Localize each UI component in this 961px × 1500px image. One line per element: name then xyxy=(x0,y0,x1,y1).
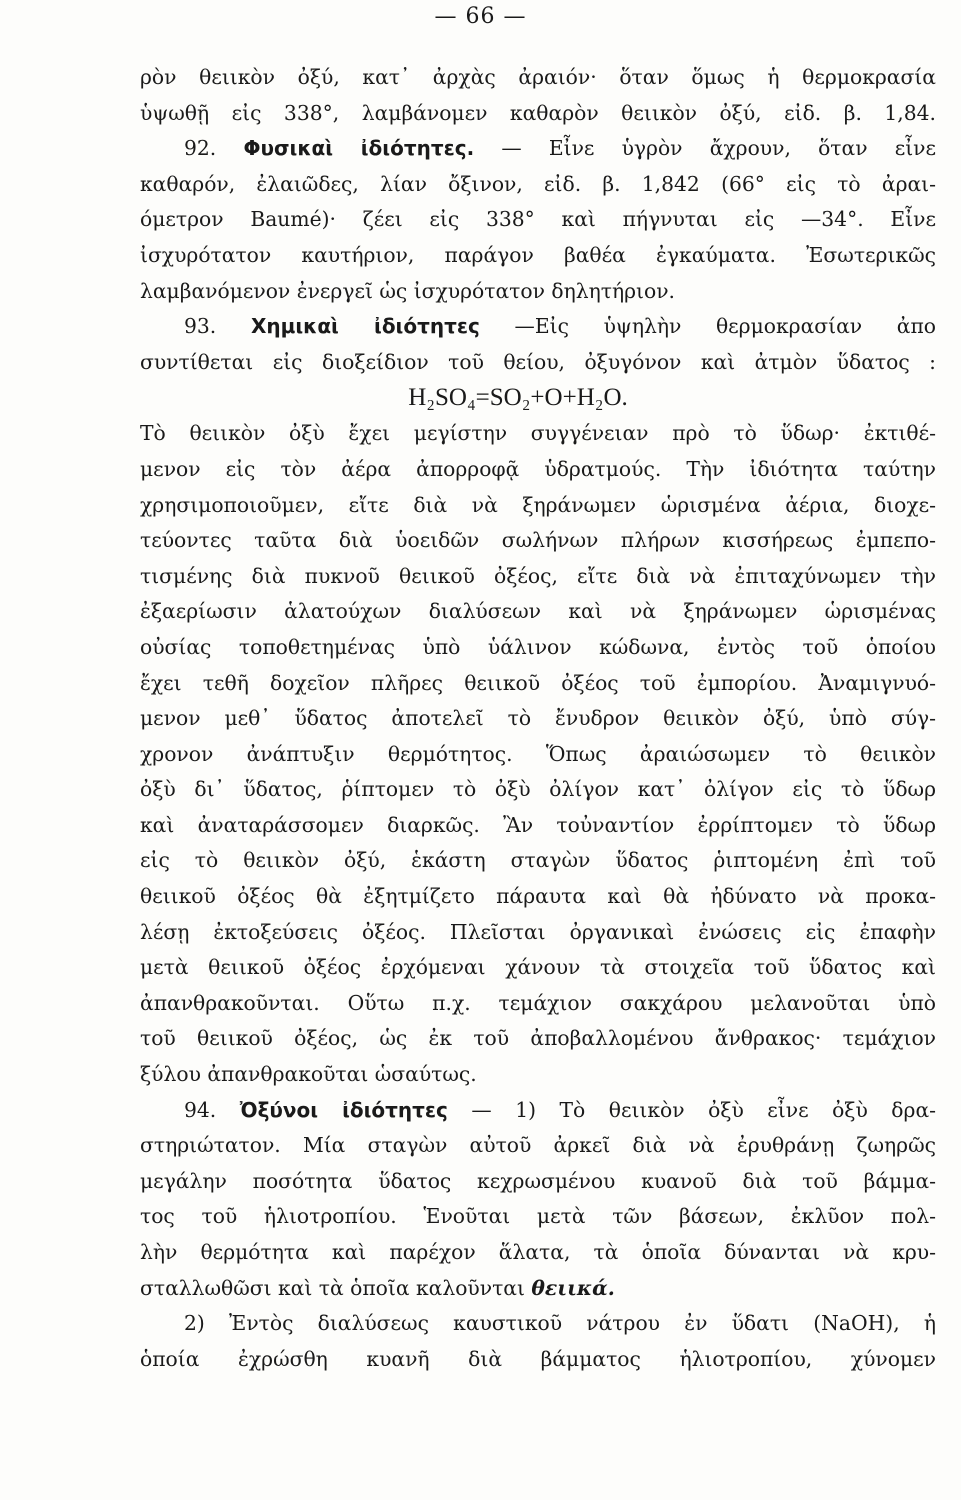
text-line xyxy=(140,1271,936,1307)
section-heading: Ὀξύνοι ἰδιότητες xyxy=(239,1097,448,1122)
text-run: —Εἰς ὑψηλὴν θερμοκρασίαν ἀπο xyxy=(514,314,936,339)
text-line: 2) Ἐντὸς διαλύσεως καυστικοῦ νάτρου ἐν ὕδατι (NaOH), ἡ xyxy=(184,1311,936,1336)
text-line: Τὸ θειικὸν ὀξὺ ἔχει μεγίστην συγγένειαν πρὸ τὸ ὕδωρ· ἐκτιθέ- xyxy=(140,421,936,446)
text-line: ὁποία ἐχρώσθη κυανῆ διὰ βάμματος ἡλιοτροπίου, χύνομεν xyxy=(140,1346,936,1371)
emphasized-term: θειικά. xyxy=(531,1275,615,1300)
text-line: μετὰ θειικοῦ ὀξέος ἐρχόμεναι χάνουν τὰ στοιχεῖα τοῦ ὕδατος καὶ xyxy=(140,955,936,980)
text-run: σταλλωθῶσι καὶ τὰ ὁποῖα καλοῦνται xyxy=(140,1275,525,1300)
text-line: χρησιμοποιοῦμεν, εἴτε διὰ νὰ ξηράνωμεν ὡρισμένα ἀέρια, διοχε- xyxy=(140,492,936,517)
text-line: λέσῃ ἐκτοξεύσεις ὀξέος. Πλεῖσται ὀργανικαὶ ἐνώσεις εἰς ἐπαφὴν xyxy=(140,919,936,944)
text-line: ξύλου ἀπανθρακοῦται ὡσαύτως. xyxy=(140,1062,477,1087)
page-number: — 66 — xyxy=(434,4,527,29)
text-line: λαμβανόμενον ἐνεργεῖ ὡς ἰσχυρότατον δηλητήριον. xyxy=(140,278,675,303)
section-number: 94. xyxy=(184,1097,217,1122)
text-line: ὑψωθῇ εἰς 338°, λαμβάνομεν καθαρὸν θειικὸν ὀξύ, εἰδ. β. 1,84. xyxy=(140,100,936,125)
text-run: — 1) Τὸ θειικὸν ὀξὺ εἶνε ὀξὺ δρα- xyxy=(471,1097,936,1122)
text-line: θειικοῦ ὀξέος θὰ ἐξητμίζετο πάραυτα καὶ θὰ ἠδύνατο νὰ προκα- xyxy=(140,884,936,909)
text-line: ἰσχυρότατον καυτήριον, παράγον βαθέα ἐγκαύματα. Ἐσωτερικῶς xyxy=(140,242,936,267)
section-92-first-line xyxy=(140,131,936,167)
text-line: εἰς τὸ θειικὸν ὀξύ, ἑκάστη σταγὼν ὕδατος ῥιπτομένη ἐπὶ τοῦ xyxy=(140,848,936,873)
text-line: καθαρόν, ἐλαιῶδες, λίαν ὄξινον, εἰδ. β. 1,842 (66° εἰς τὸ ἀραι- xyxy=(140,171,936,196)
text-line: ἔχει τεθῆ δοχεῖον πλῆρες θειικοῦ ὀξέος τοῦ ἐμπορίου. Ἀναμιγνυό- xyxy=(140,670,936,695)
text-line: μενον εἰς τὸν ἀέρα ἀπορροφᾷ ὑδρατμούς. Τὴν ἰδιότητα ταύτην xyxy=(140,456,936,481)
section-93-first-line xyxy=(140,309,936,345)
text-run: — Εἶνε ὑγρὸν ἄχρουν, ὅταν εἶνε xyxy=(501,136,936,161)
text-line: μεγάλην ποσότητα ὕδατος κεχρωσμένου κυανοῦ διὰ τοῦ βάμμα- xyxy=(140,1168,936,1193)
text-line: όμετρον Baumé)· ζέει εἰς 338° καὶ πήγνυται εἰς —34°. Εἶνε xyxy=(140,207,936,232)
page-body xyxy=(140,60,936,1377)
text-line: χρονον ἀνάπτυξιν θερμότητος. Ὅπως ἀραιώσωμεν τὸ θειικὸν xyxy=(140,741,936,766)
text-line: στηριώτατον. Μία σταγὼν αὐτοῦ ἀρκεῖ διὰ νὰ ἐρυθράνῃ ζωηρῶς xyxy=(140,1133,936,1158)
text-line: τισμένης διὰ πυκνοῦ θειικοῦ ὀξέος, εἴτε διὰ νὰ ἐπιταχύνωμεν τὴν xyxy=(140,563,936,588)
text-line: τοῦ θειικοῦ ὀξέος, ὡς ἐκ τοῦ ἀποβαλλομένου ἄνθρακος· τεμάχιον xyxy=(140,1026,936,1051)
text-line: ἀπανθρακοῦνται. Οὕτω π.χ. τεμάχιον σακχάρου μελανοῦται ὑπὸ xyxy=(140,990,936,1015)
text-line: συντίθεται εἰς διοξείδιον τοῦ θείου, ὀξυγόνον καὶ ἀτμὸν ὕδατος : xyxy=(140,349,936,374)
text-line: ἐξαερίωσιν ἁλατούχων διαλύσεων καὶ νὰ ξηράνωμεν ὡρισμένας xyxy=(140,599,936,624)
chemical-equation: H₂SO₄=SO₂+O+H₂O. xyxy=(408,384,628,412)
text-line: οὐσίας τοποθετημένας ὑπὸ ὑάλινον κώδωνα, ἐντὸς τοῦ ὁποίου xyxy=(140,634,936,659)
section-heading: Χημικαὶ ἰδιότητες xyxy=(250,314,480,339)
section-94-first-line xyxy=(140,1093,936,1129)
section-heading: Φυσικαὶ ἰδιότητες. xyxy=(243,136,475,161)
text-line: ὀξὺ δι᾽ ὕδατος, ῥίπτομεν τὸ ὀξὺ ὀλίγον κατ᾽ ὀλίγον εἰς τὸ ὕδωρ xyxy=(140,777,936,802)
text-line: καὶ ἀναταράσσομεν διαρκῶς. Ἂν τοὐναντίον ἐρρίπτομεν τὸ ὕδωρ xyxy=(140,812,936,837)
text-line: λὴν θερμότητα καὶ παρέχον ἅλατα, τὰ ὁποῖα δύνανται νὰ κρυ- xyxy=(140,1240,936,1264)
text-line: τεύοντες ταῦτα διὰ ὑοειδῶν σωλήνων πλήρων κισσήρεως ἐμπεπο- xyxy=(140,528,936,553)
section-number: 93. xyxy=(184,314,217,339)
section-number: 92. xyxy=(184,136,217,161)
text-line: ρὸν θειικὸν ὀξύ, κατ᾽ ἀρχὰς ἀραιόν· ὅταν ὅμως ἡ θερμοκρασία xyxy=(140,65,936,89)
text-line: μενον μεθ᾽ ὕδατος ἀποτελεῖ τὸ ἔνυδρον θειικὸν ὀξύ, ὑπὸ σύγ- xyxy=(140,706,936,731)
text-line: τος τοῦ ἡλιοτροπίου. Ἑνοῦται μετὰ τῶν βάσεων, ἐκλῦον πολ- xyxy=(140,1204,936,1229)
